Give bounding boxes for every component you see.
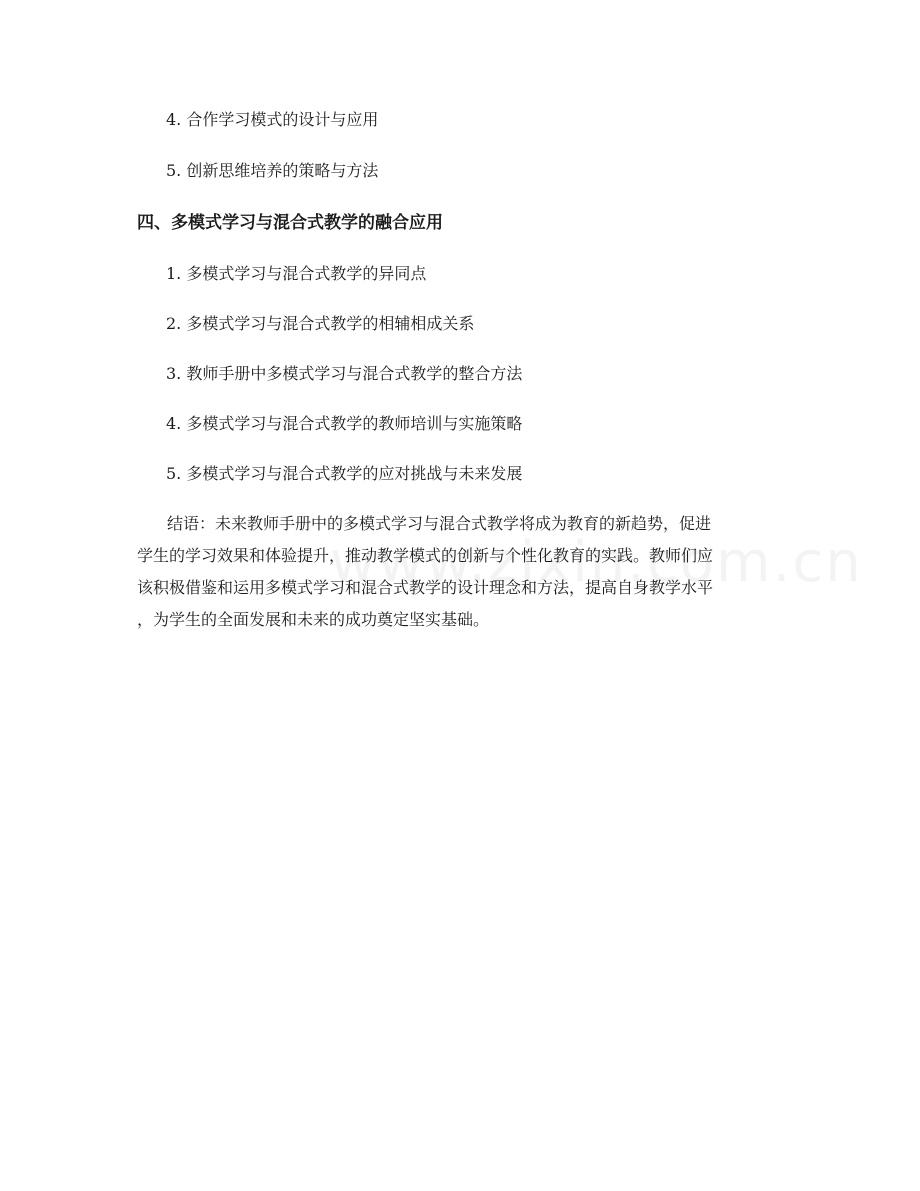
list-item-teacher-training: 4. 多模式学习与混合式教学的教师培训与实施策略 xyxy=(166,414,523,433)
list-item-creative-thinking: 5. 创新思维培养的策略与方法 xyxy=(166,161,379,180)
conclusion-line: 学生的学习效果和体验提升，推动教学模式的创新与个性化教育的实践。教师们应 xyxy=(137,546,714,565)
list-item-challenges-future: 5. 多模式学习与混合式教学的应对挑战与未来发展 xyxy=(166,464,523,483)
list-item-integration-methods: 3. 教师手册中多模式学习与混合式教学的整合方法 xyxy=(166,364,523,383)
conclusion-line: ，为学生的全面发展和未来的成功奠定坚实基础。 xyxy=(137,610,490,629)
list-item-similarities-differences: 1. 多模式学习与混合式教学的异同点 xyxy=(166,264,427,283)
conclusion-line: 结语：未来教师手册中的多模式学习与混合式教学将成为教育的新趋势，促进 xyxy=(167,514,712,533)
list-item-cooperative-learning: 4. 合作学习模式的设计与应用 xyxy=(166,110,379,129)
conclusion-paragraph xyxy=(137,513,789,641)
section-heading: 四、多模式学习与混合式教学的融合应用 xyxy=(137,213,443,233)
conclusion-line: 该积极借鉴和运用多模式学习和混合式教学的设计理念和方法，提高自身教学水平 xyxy=(137,578,714,597)
list-item-complementary-relationship: 2. 多模式学习与混合式教学的相辅相成关系 xyxy=(166,314,475,333)
